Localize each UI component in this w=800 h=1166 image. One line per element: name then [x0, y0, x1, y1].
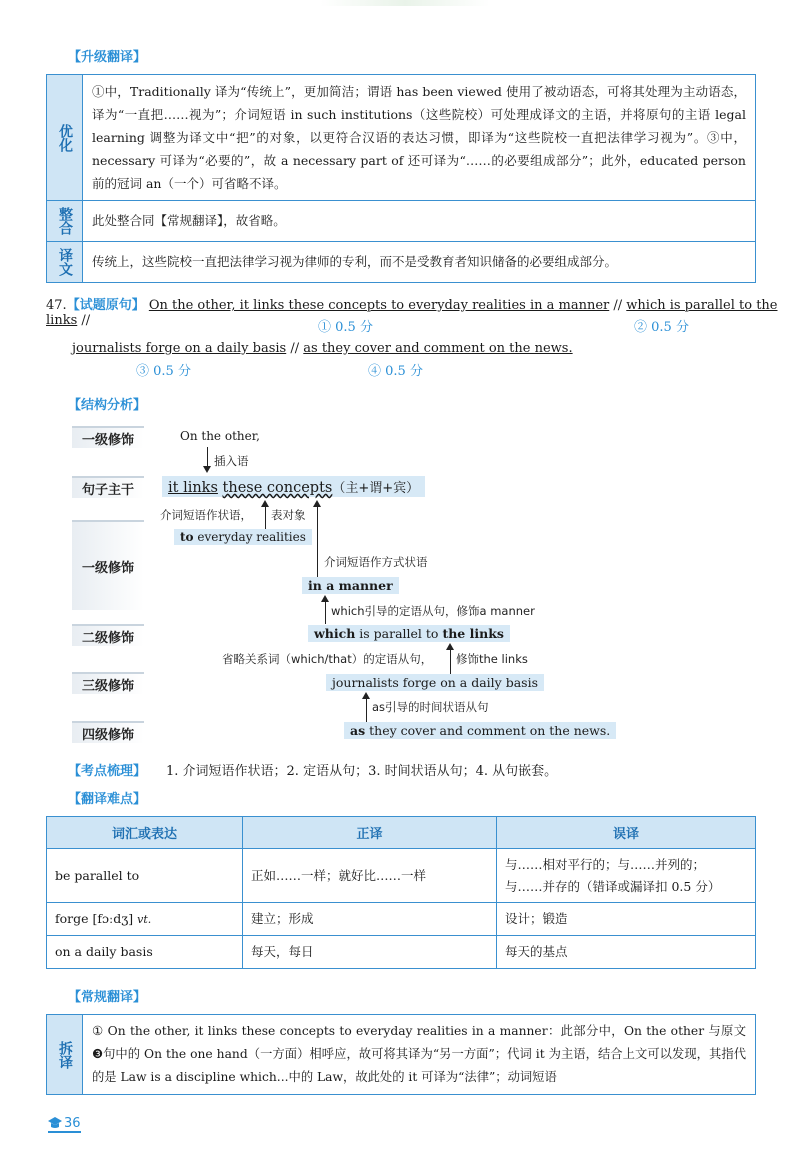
- node-rest: they cover and comment on the news.: [365, 723, 611, 738]
- table-row: [47, 903, 756, 936]
- cell-right: 每天，每日: [243, 936, 497, 969]
- score-1: ① 0.5 分: [318, 320, 373, 335]
- arrow-up-icon: [261, 500, 269, 507]
- node-rest: is parallel to: [355, 626, 443, 641]
- node-on-the-other: On the other,: [180, 429, 260, 443]
- node-to-everyday: [174, 529, 312, 545]
- table-row: [47, 849, 756, 903]
- note-insert: 插入语: [214, 454, 249, 468]
- cell-wrong: 设计；锻造: [497, 903, 756, 936]
- main-note: （主+谓+宾）: [332, 481, 420, 496]
- segment-separator: //: [81, 313, 91, 328]
- difficulties-table: [46, 816, 756, 969]
- term-text: forge [fɔːdʒ]: [55, 910, 134, 926]
- arrow-up-icon: [321, 595, 329, 602]
- node-journalists: journalists forge on a daily basis: [326, 674, 544, 691]
- row-label: 译文: [47, 242, 83, 282]
- upgrade-row-integrate: [47, 201, 755, 242]
- segment-separator: //: [613, 298, 623, 313]
- level-label-main: 句子主干: [72, 476, 144, 498]
- connector-line: [207, 447, 208, 467]
- level-label-2: 二级修饰: [72, 624, 144, 646]
- column-header: 误译: [497, 817, 756, 849]
- points-text: 1. 介词短语作状语；2. 定语从句；3. 时间状语从句；4. 从句嵌套。: [166, 764, 558, 779]
- main-subject-verb: it links: [168, 480, 218, 496]
- section-heading-upgrade: 【升级翻译】: [68, 50, 147, 65]
- column-header: 正译: [243, 817, 497, 849]
- row-text: ①中，Traditionally 译为“传统上”，更加简洁；谓语 has been viewed 使用了被动语态，可将其处理为主动语态，译为“一直把……视为”；介词短语 in such institutions（这些院校）可处理成译文的主语，并将原句的主语 legal learning 调整为译文中“把”的对象，以更符合汉语的表达习惯，即译为“这些院校一直把法律学习视为”。③中，necessary 可译为“必要的”，故 a necessary part of 还可译为“……的必要组成部分”；此外，educated person 前的冠词 an（一个）可省略不译。: [92, 84, 746, 191]
- score-4: ④ 0.5 分: [368, 364, 423, 379]
- main-object: these concepts: [222, 480, 333, 496]
- q47-segment-1: On the other, it links these concepts to everyday realities in a manner: [148, 298, 610, 313]
- upgrade-box: [46, 74, 756, 283]
- q47-segment-4: as they cover and comment on the news.: [303, 341, 573, 356]
- q47-segment-2: which is parallel to the links: [46, 298, 778, 328]
- wrong-line: 与……相对平行的；与……并列的；: [505, 856, 706, 872]
- section-heading-regular: 【常规翻译】: [68, 990, 147, 1005]
- node-which-clause: [308, 625, 510, 642]
- level-text: 一级修饰: [81, 560, 134, 576]
- node-keyword: which: [314, 626, 356, 641]
- section-heading-difficulties: 【翻译难点】: [68, 792, 147, 807]
- level-label-4: 四级修饰: [72, 721, 144, 743]
- connector-line: [450, 646, 451, 674]
- question-tag: 【试题原句】: [66, 298, 145, 313]
- row-text: [83, 1015, 755, 1094]
- graduation-cap-icon: [48, 1117, 62, 1129]
- cell-term: on a daily basis: [47, 936, 243, 969]
- note-modifies-links: 修饰the links: [456, 652, 528, 666]
- text-part-a: ① On the other, it links these concepts to everyday realities in a manner：此部分中，On the other 与原文: [92, 1024, 746, 1038]
- page-number-text: 36: [64, 1116, 81, 1131]
- arrow-up-icon: [446, 643, 454, 650]
- score-3: ③ 0.5 分: [136, 364, 191, 379]
- note-manner: 介词短语作方式状语: [324, 555, 428, 569]
- node-keyword: to: [180, 530, 194, 544]
- upgrade-row-translation: [47, 242, 755, 282]
- note-as: as引导的时间状语从句: [372, 700, 489, 714]
- row-text: 传统上，这些院校一直把法律学习视为律师的专利，而不是受教育者知识储备的必要组成部分。: [92, 254, 618, 269]
- row-label: 整合: [47, 201, 83, 241]
- node-keyword: the links: [442, 626, 504, 641]
- cell-right: 正如……一样；就好比……一样: [243, 849, 497, 903]
- note-object: 表对象: [271, 508, 306, 522]
- top-decoration: [320, 0, 490, 6]
- note-prep-adverbial: 介词短语作状语，: [160, 508, 252, 522]
- level-label-3: 三级修饰: [72, 672, 144, 694]
- regular-box: [46, 1014, 756, 1095]
- score-2: ② 0.5 分: [634, 320, 689, 335]
- row-text: 此处整合同【常规翻译】，故省略。: [92, 213, 286, 228]
- row-label: 拆译: [47, 1015, 83, 1094]
- q47-segment-3: journalists forge on a daily basis: [72, 341, 287, 356]
- cell-term: be parallel to: [47, 849, 243, 903]
- part-of-speech: vt.: [137, 912, 152, 926]
- q47-line2: [72, 341, 573, 356]
- connector-line: [317, 503, 318, 577]
- node-keyword: as: [350, 723, 366, 738]
- cell-term: [47, 903, 243, 936]
- cell-wrong: 每天的基点: [497, 936, 756, 969]
- table-header-row: [47, 817, 756, 849]
- segment-separator: //: [290, 341, 300, 356]
- table-row: [47, 936, 756, 969]
- node-rest: everyday realities: [193, 530, 306, 544]
- arrow-up-icon: [362, 692, 370, 699]
- cell-right: 建立；形成: [243, 903, 497, 936]
- cell-wrong: [497, 849, 756, 903]
- note-which: which引导的定语从句，修饰a manner: [331, 604, 535, 618]
- arrow-down-icon: [203, 466, 211, 473]
- node-as-clause: [344, 722, 616, 739]
- note-omitted-relative: 省略关系词（which/that）的定语从句，: [222, 652, 433, 666]
- text-part-b: 句中的 On the one hand（一方面）相呼应，故可将其译为“另一方面”；代词 it 为主语，结合上文可以发现，其指代的是 Law is a discipline which...中的 Law，故此处的 it 可译为“法律”；动词短语: [92, 1047, 747, 1084]
- section-heading-structure: 【结构分析】: [68, 398, 147, 413]
- upgrade-row-optimize: [47, 75, 755, 201]
- level-label-1: 一级修饰: [72, 426, 144, 448]
- wrong-line: 与……并存的（错译或漏译扣 0.5 分）: [505, 878, 721, 894]
- regular-row: [47, 1015, 755, 1094]
- sentence-number-badge: ❸: [92, 1047, 104, 1061]
- page-number: [48, 1116, 81, 1133]
- row-label: 优化: [47, 75, 83, 200]
- level-label-1b: [72, 520, 144, 610]
- connector-line: [366, 695, 367, 722]
- question-number: 47.: [46, 298, 67, 313]
- node-main-clause: [162, 476, 425, 497]
- section-heading-points: 【考点梳理】: [68, 764, 147, 779]
- column-header: 词汇或表达: [47, 817, 243, 849]
- arrow-up-icon: [313, 500, 321, 507]
- node-in-a-manner: in a manner: [302, 577, 399, 594]
